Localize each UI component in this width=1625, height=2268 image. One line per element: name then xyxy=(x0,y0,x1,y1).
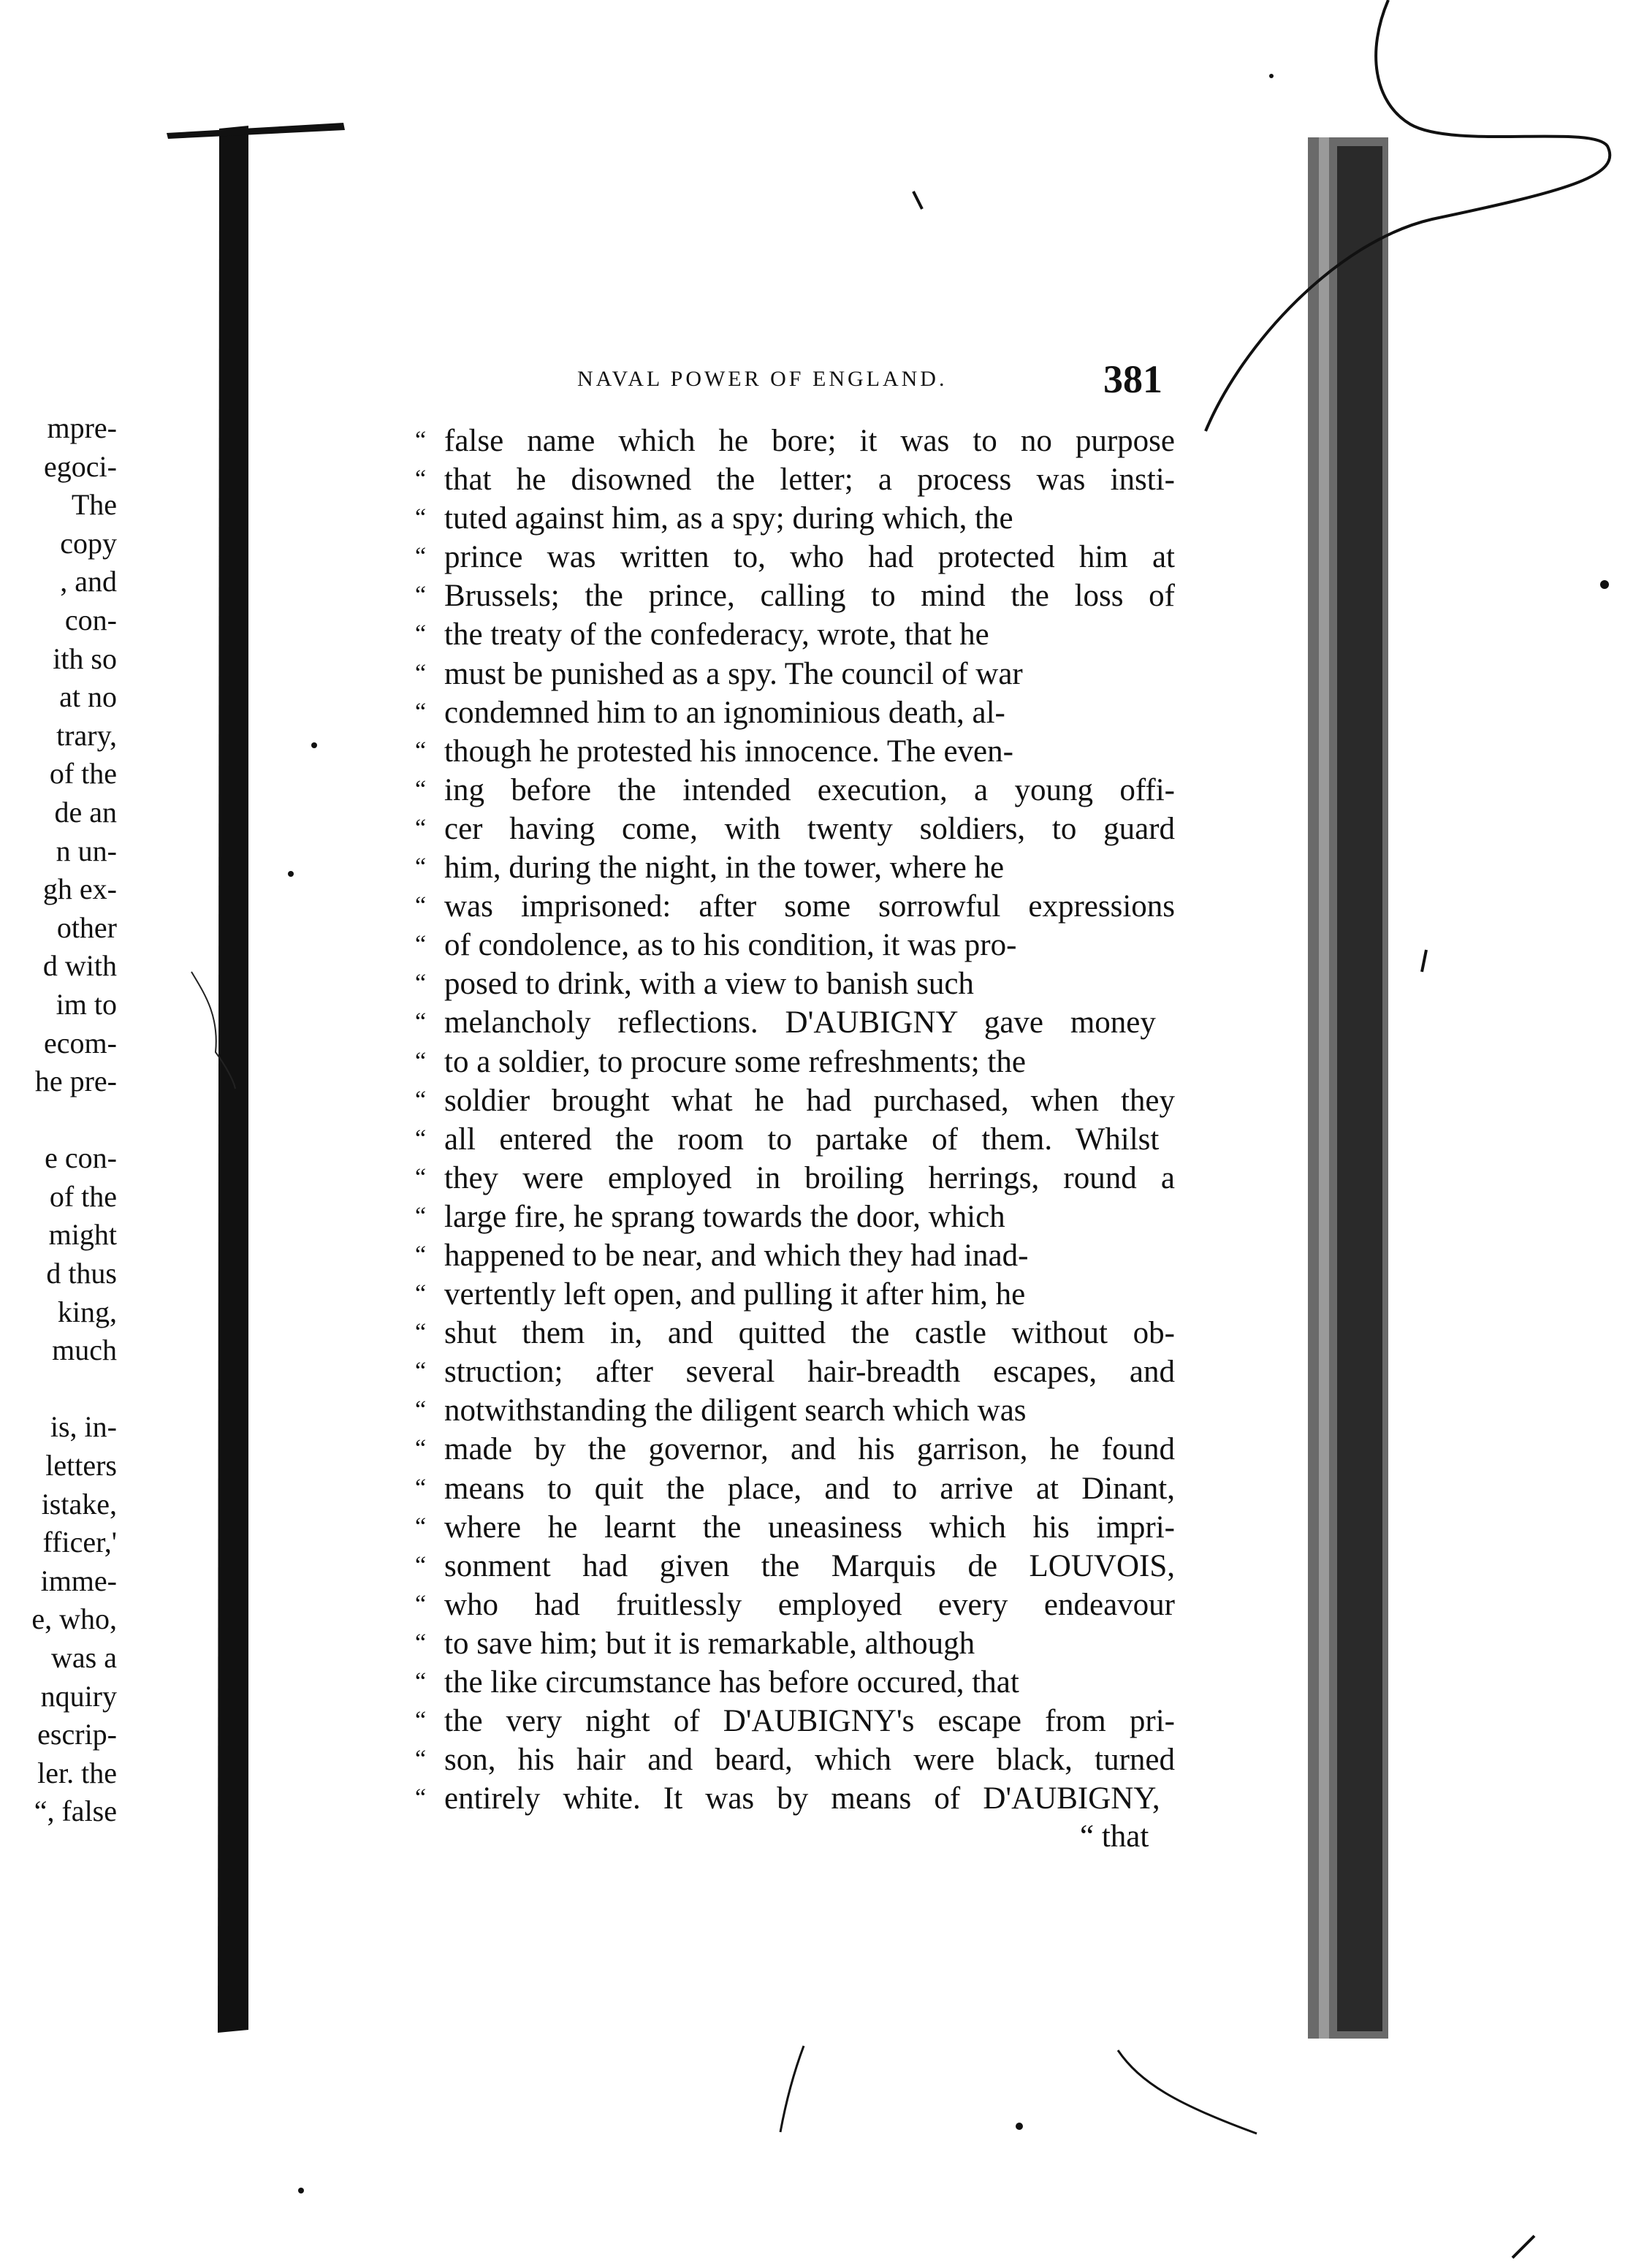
left-page-fragment: fficer,' xyxy=(42,1526,117,1559)
text-line xyxy=(415,1701,1175,1740)
line-text: ing before the intended execution, a young offi- xyxy=(444,772,1175,807)
left-page-fragment: is, in- xyxy=(50,1410,117,1444)
speck xyxy=(288,871,294,877)
quote-mark: “ xyxy=(415,1668,427,1695)
mark-bottom-curve xyxy=(1118,2050,1257,2134)
line-text: condemned him to an ignominious death, al- xyxy=(444,695,1005,730)
left-page-fragment: , and xyxy=(60,565,117,598)
quote-mark: “ xyxy=(415,1512,427,1540)
gutter-bar xyxy=(218,126,248,2033)
left-page-fragment: he pre- xyxy=(34,1065,117,1098)
text-line xyxy=(415,1002,1175,1041)
speck xyxy=(1600,580,1609,589)
mark-top-tick xyxy=(913,191,922,209)
left-page-fragment: e con- xyxy=(45,1141,117,1175)
left-page-fragment: gh ex- xyxy=(42,872,117,906)
left-page-fragment: The xyxy=(71,488,117,522)
left-page-fragment: de an xyxy=(54,795,117,829)
text-line xyxy=(415,809,1175,848)
text-line xyxy=(415,654,1175,693)
line-text: happened to be near, and which they had inad- xyxy=(444,1238,1029,1273)
left-page-fragment: letters xyxy=(45,1449,117,1483)
left-page-fragment: im to xyxy=(56,987,117,1021)
line-text: that he disowned the letter; a process was insti- xyxy=(444,463,1175,498)
line-text: melancholy reflections. D'AUBIGNY gave money xyxy=(444,1005,1156,1040)
text-line xyxy=(415,498,1175,537)
line-text: where he learnt the uneasiness which his impri- xyxy=(444,1510,1175,1545)
fore-edge-highlight xyxy=(1319,137,1329,2039)
quote-mark: “ xyxy=(415,427,427,454)
left-page-fragment: ecom- xyxy=(44,1026,117,1059)
line-text: sonment had given the Marquis de LOUVOIS, xyxy=(444,1548,1175,1583)
left-page-fragment: was a xyxy=(51,1641,117,1674)
stray-thread xyxy=(1206,0,1610,431)
left-page-fragment: ith so xyxy=(53,642,117,675)
left-page-fragment: king, xyxy=(57,1295,117,1328)
left-page-fragment: d with xyxy=(42,949,117,983)
quote-mark: “ xyxy=(415,543,427,571)
speck xyxy=(298,2188,304,2193)
text-line xyxy=(415,1236,1175,1274)
quote-mark: “ xyxy=(415,1707,427,1735)
line-text: though he protested his innocence. The even- xyxy=(444,734,1013,769)
line-text: they were employed in broiling herrings, round a xyxy=(444,1160,1175,1195)
text-line xyxy=(415,1624,1175,1662)
line-text: the very night of D'AUBIGNY's escape from pri- xyxy=(444,1704,1175,1739)
line-text: him, during the night, in the tower, where he xyxy=(444,850,1005,886)
quote-mark: “ xyxy=(415,1319,427,1347)
line-text: posed to drink, with a view to banish such xyxy=(444,967,974,1002)
line-text: to a soldier, to procure some refreshments; the xyxy=(444,1044,1026,1079)
text-line xyxy=(415,1274,1175,1313)
text-line xyxy=(415,693,1175,731)
left-page-fragment: copy xyxy=(60,526,117,560)
left-page-fragment: n un- xyxy=(56,834,117,867)
left-page-fragment: d thus xyxy=(46,1257,117,1290)
quote-mark: “ xyxy=(415,1629,427,1656)
line-text: to save him; but it is remarkable, although xyxy=(444,1626,975,1661)
text-line xyxy=(415,925,1175,964)
text-line xyxy=(415,886,1175,925)
quote-mark: “ xyxy=(415,1746,427,1773)
line-text: false name which he bore; it was to no purpose xyxy=(444,424,1175,458)
quote-mark: “ xyxy=(415,1474,427,1502)
quote-mark: “ xyxy=(415,582,427,609)
quote-mark: “ xyxy=(415,1280,427,1308)
line-text: of condolence, as to his condition, it was pro- xyxy=(444,928,1017,963)
quote-mark: “ xyxy=(415,1358,427,1385)
quote-mark: “ xyxy=(415,620,427,648)
fore-edge-dark xyxy=(1337,146,1382,2031)
line-text: means to quit the place, and to arrive at Dinant, xyxy=(444,1471,1175,1506)
quote-mark: “ xyxy=(415,1784,427,1812)
line-text: struction; after several hair-breadth escapes, and xyxy=(444,1355,1175,1390)
left-page-fragment: imme- xyxy=(40,1564,117,1597)
left-page-fragment: trary, xyxy=(56,718,117,752)
text-line xyxy=(415,1585,1175,1624)
text-line xyxy=(415,421,1175,460)
speck xyxy=(1016,2123,1023,2130)
text-line xyxy=(415,731,1175,770)
text-line xyxy=(415,1313,1175,1352)
line-text: Brussels; the prince, calling to mind the loss of xyxy=(444,579,1175,614)
left-page-fragment: mpre- xyxy=(47,411,117,444)
quote-mark: “ xyxy=(415,1202,427,1230)
text-line xyxy=(415,1778,1175,1817)
speck xyxy=(311,742,317,748)
text-line xyxy=(415,770,1175,809)
text-line xyxy=(415,614,1175,653)
text-line xyxy=(415,1469,1175,1507)
mark-bottom-stroke xyxy=(780,2046,804,2132)
quote-mark: “ xyxy=(415,737,427,764)
left-page-fragment: other xyxy=(56,910,117,944)
left-page-fragment: nquiry xyxy=(40,1679,117,1713)
mark-bottom-right xyxy=(1512,2236,1534,2258)
quote-mark: “ xyxy=(415,1125,427,1152)
text-line xyxy=(415,1429,1175,1468)
quote-mark: “ xyxy=(415,1551,427,1579)
left-page-fragment: ler. the xyxy=(37,1756,117,1789)
left-page-fragment xyxy=(0,1370,117,1409)
left-page-fragment: e, who, xyxy=(31,1602,117,1636)
text-line xyxy=(415,848,1175,886)
text-line xyxy=(415,1546,1175,1585)
line-text: large fire, he sprang towards the door, which xyxy=(444,1199,1005,1234)
left-page-fragment: at no xyxy=(59,680,117,714)
text-line xyxy=(415,1119,1175,1158)
quote-mark: “ xyxy=(415,1047,427,1075)
page-header xyxy=(577,357,1176,405)
left-page-fragment xyxy=(0,1101,117,1140)
text-line xyxy=(415,964,1175,1002)
line-text: made by the governor, and his garrison, he found xyxy=(444,1432,1175,1467)
text-line xyxy=(415,1507,1175,1546)
left-page-fragment: egoci- xyxy=(44,449,117,483)
line-text: soldier brought what he had purchased, when they xyxy=(444,1083,1175,1118)
line-text: tuted against him, as a spy; during which, the xyxy=(444,501,1013,536)
left-page-fragment: of the xyxy=(49,1179,117,1213)
quote-mark: “ xyxy=(415,970,427,997)
left-page-fragment: might xyxy=(48,1218,117,1252)
text-line xyxy=(415,1158,1175,1197)
quote-mark: “ xyxy=(415,1435,427,1463)
quote-mark: “ xyxy=(415,1396,427,1424)
quote-mark: “ xyxy=(415,465,427,493)
left-page-fragment: escrip- xyxy=(37,1718,117,1751)
line-text: prince was written to, who had protected him at xyxy=(444,540,1175,575)
quote-mark: “ xyxy=(415,775,427,803)
text-line xyxy=(415,1081,1175,1119)
quote-mark: “ xyxy=(415,1241,427,1268)
text-line xyxy=(415,1390,1175,1429)
line-text: shut them in, and quitted the castle without ob- xyxy=(444,1316,1175,1351)
text-line xyxy=(415,1740,1175,1778)
left-page-fragment: much xyxy=(52,1333,117,1367)
line-text: vertently left open, and pulling it after him, he xyxy=(444,1277,1026,1312)
text-line xyxy=(415,576,1175,614)
quote-mark: “ xyxy=(415,853,427,881)
quote-mark: “ xyxy=(415,1590,427,1618)
left-page-fragment: “, false xyxy=(34,1795,117,1828)
line-text: son, his hair and beard, which were black, turned xyxy=(444,1743,1175,1778)
line-text: cer having come, with twenty soldiers, to guard xyxy=(444,811,1175,846)
text-line xyxy=(415,1352,1175,1390)
line-text: entirely white. It was by means of D'AUBIGNY, xyxy=(444,1781,1160,1816)
catchword: “ that xyxy=(1080,1819,1149,1854)
quote-mark: “ xyxy=(415,931,427,959)
text-line xyxy=(415,1042,1175,1081)
line-text: was imprisoned: after some sorrowful expressions xyxy=(444,889,1175,924)
text-line xyxy=(415,1197,1175,1236)
line-text: all entered the room to partake of them. Whilst xyxy=(444,1122,1160,1157)
line-text: the like circumstance has before occured, that xyxy=(444,1665,1019,1700)
left-page-fragment: istake, xyxy=(41,1487,117,1521)
main-text-column xyxy=(415,421,1175,1856)
left-page-fragment: of the xyxy=(49,757,117,791)
page-number: 381 xyxy=(1103,357,1162,401)
text-line xyxy=(415,537,1175,576)
quote-mark: “ xyxy=(415,892,427,920)
left-page-fragments xyxy=(0,409,117,1831)
speck xyxy=(1269,74,1274,78)
quote-mark: “ xyxy=(415,1086,427,1114)
line-text: who had fruitlessly employed every endeavour xyxy=(444,1587,1175,1622)
quote-mark: “ xyxy=(415,504,427,532)
line-text: notwithstanding the diligent search which was xyxy=(444,1393,1027,1428)
quote-mark: “ xyxy=(415,698,427,726)
text-line xyxy=(415,460,1175,498)
quote-mark: “ xyxy=(415,1008,427,1036)
line-text: must be punished as a spy. The council of war xyxy=(444,656,1023,691)
quote-mark: “ xyxy=(415,1163,427,1191)
gutter-bar-top xyxy=(167,123,345,139)
running-head: NAVAL POWER OF ENGLAND. xyxy=(577,367,948,391)
line-text: the treaty of the confederacy, wrote, that he xyxy=(444,617,989,652)
quote-mark: “ xyxy=(415,659,427,687)
mark-right-tick xyxy=(1422,950,1426,972)
quote-mark: “ xyxy=(415,814,427,842)
left-page-fragment: con- xyxy=(64,603,117,636)
text-line xyxy=(415,1662,1175,1701)
